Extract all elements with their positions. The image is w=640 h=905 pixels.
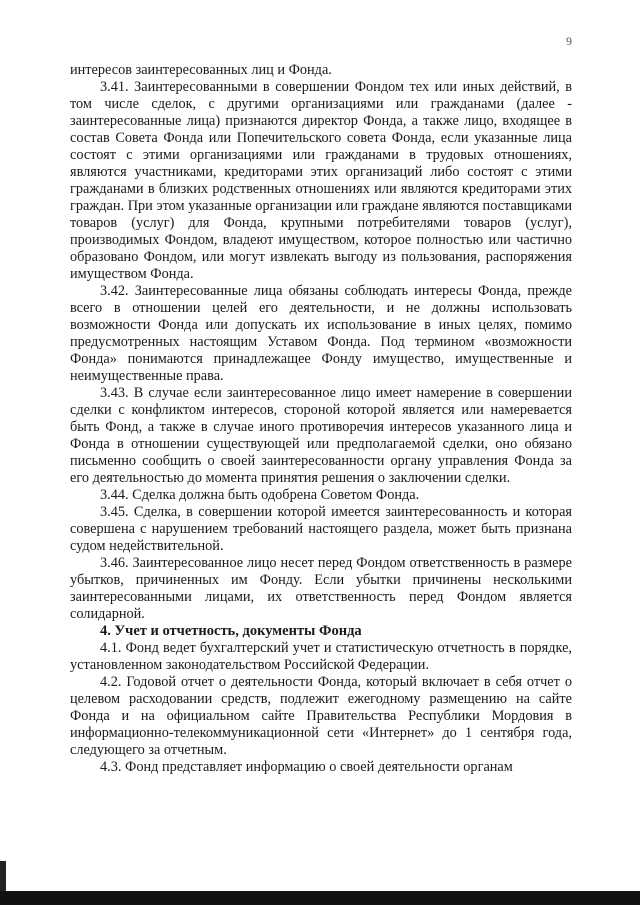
paragraph-continuation: интересов заинтересованных лиц и Фонда.: [70, 62, 332, 78]
page-number: 9: [566, 34, 572, 48]
section-heading: 4. Учет и отчетность, документы Фонда: [100, 623, 362, 639]
paragraph-4-1: 4.1. Фонд ведет бухгалтерский учет и статистическую отчетность в порядке, установленном законодательством Российской Федерации.: [70, 640, 572, 673]
paragraph-3-45: 3.45. Сделка, в совершении которой имеется заинтересованность и которая совершена с нарушением требований настоящего раздела, может быть признана судом недействительной.: [70, 504, 572, 554]
paragraph-3-41: 3.41. Заинтересованными в совершении Фондом тех или иных действий, в том числе сделок, с другими организациями или гражданами (далее - заинтересованные лица) признаются директор Фонда, а также лицо, входящее в состав Совета Фонда или Попечительского совета Фонда, если указанные лица состоят с этими организациями или гражданами в трудовых отношениях, являются участниками, кредиторами этих организаций либо состоят с этими гражданами в близких родственных отношениях или являются кредиторами этих граждан. При этом указанные организации или граждане являются поставщиками товаров (услуг) для Фонда, крупными потребителями товаров (услуг), производимых Фондом, владеют имуществом, которое полностью или частично образовано Фондом, или могут извлекать выгоду из пользования, распоряжения имуществом Фонда.: [70, 79, 572, 282]
scan-artifact-bottom: [0, 891, 640, 905]
paragraph-3-43: 3.43. В случае если заинтересованное лицо имеет намерение в совершении сделки с конфликтом интересов, стороной которой является или намеревается быть Фонд, а также в случае иного противоречия интересов указанного лица и Фонда в отношении существующей или предполагаемой сделки, оно обязано письменно сообщить о своей заинтересованности органу управления Фонда за его деятельностью до момента принятия решения о заключении сделки.: [70, 385, 572, 486]
scan-artifact-left: [0, 861, 6, 891]
paragraph-3-46: 3.46. Заинтересованное лицо несет перед Фондом ответственность в размере убытков, причиненных им Фонду. Если убытки причинены несколькими заинтересованными лицами, их ответственность перед Фондом является солидарной.: [70, 555, 572, 622]
paragraph-4-3: 4.3. Фонд представляет информацию о своей деятельности органам: [100, 759, 513, 775]
paragraph-3-42: 3.42. Заинтересованные лица обязаны соблюдать интересы Фонда, прежде всего в отношении целей его деятельности, и не должны использовать возможности Фонда или допускать их использование в иных целях, помимо предусмотренных настоящим Уставом Фонда. Под термином «возможности Фонда» понимаются принадлежащее Фонду имущество, имущественные и неимущественные права.: [70, 283, 572, 384]
document-body: [70, 62, 572, 776]
paragraph-3-44: 3.44. Сделка должна быть одобрена Советом Фонда.: [100, 487, 420, 503]
paragraph-4-2: 4.2. Годовой отчет о деятельности Фонда, который включает в себя отчет о целевом расходовании средств, подлежит ежегодному размещению на сайте Фонда и на официальном сайте Правительства Республики Мордовия в информационно-телекоммуникационной сети «Интернет» до 1 сентября года, следующего за отчетным.: [70, 674, 572, 758]
